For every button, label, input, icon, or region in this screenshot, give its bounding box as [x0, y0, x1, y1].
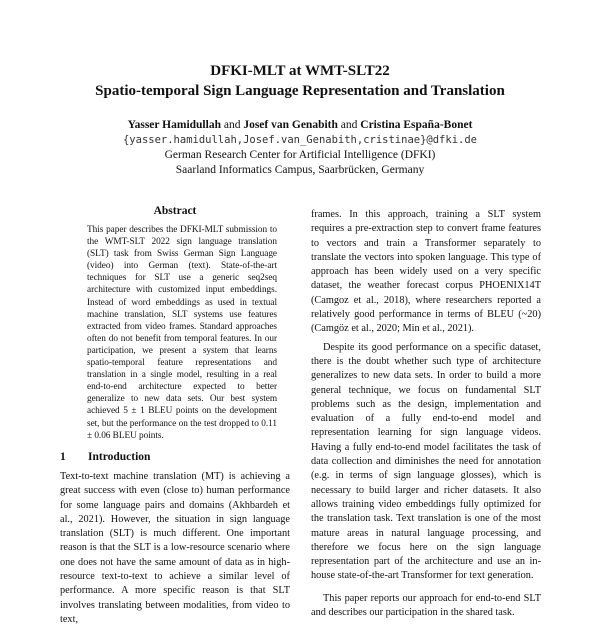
author-1: Yasser Hamidullah — [127, 119, 221, 131]
paragraph: This paper reports our approach for end-to-end SLT and describes our participation in the shared task. — [311, 592, 541, 619]
affiliation-2: Saarland Informatics Campus, Saarbrücken, Germany — [175, 164, 425, 176]
abstract-body: This paper describes the DFKI-MLT submission to the WMT-SLT 2022 sign language translation (SLT) task from Swiss German Sign Language (video) into German (text). State-of-the-art techniques for SLT use a generic seq2seq architecture with customized input embeddings. Instead of word embeddings as used in textual machine translation, SLT systems use features extracted from video frames. Standard approaches often do not benefit from temporal features. In our participation, we present a system that learns spatio-temporal feature representations and translation in a single model, resulting in a real end-to-end architecture expected to better generalize to new data sets. Our best system achieved 5 ± 1 BLEU points on the development set, but the performance on the test dropped to 0.11 ± 0.06 BLEU points. — [87, 225, 277, 441]
paper-title-line2: Spatio-temporal Sign Language Representation and Translation — [95, 83, 505, 99]
author-3: Cristina España-Bonet — [360, 119, 473, 131]
paragraph: frames. In this approach, training a SLT system requires a pre-extraction step to convert frame features to vectors and train a Transformer separately to translate the vectors into spoken language. This type of approach has been widely used on a very specific dataset, the weather forecast corpus PHOENIX14T (Camgoz et al., 2018), where researchers reported a relatively good performance in terms of BLEU (~20) (Camgöz et al., 2020; Min et al., 2021). — [311, 209, 541, 335]
author-2: Josef van Genabith — [243, 119, 338, 131]
paper-title-line1: DFKI-MLT at WMT-SLT22 — [210, 63, 390, 79]
section-title: Introduction — [88, 451, 151, 463]
section-number: 1 — [60, 451, 66, 463]
introduction-body: Text-to-text machine translation (MT) is achieving a great success with even (close to) human performance for some language pairs and domains (Akhbardeh et al., 2021). However, the situation in sign language translation (SLT) is much different. One important reason is that the SLT is a low-resource scenario where one does not have the same amount of data as in high-resource text-to-text to achieve a similar level of performance. A more specific reason is that SLT involves translating between modalities, from video to text, — [60, 471, 290, 625]
author-separator: and — [223, 119, 241, 131]
right-column — [311, 208, 541, 619]
author-emails: {yasser.hamidullah,Josef.van_Genabith,cristinae}@dfki.de — [122, 134, 477, 146]
section-heading-introduction — [60, 451, 290, 463]
affiliation-1: German Research Center for Artificial Intelligence (DFKI) — [164, 149, 436, 161]
paragraph: Despite its good performance on a specific dataset, there is the doubt whether such type of architecture generalizes to new data sets. In order to build a more general technique, we focus on fundamental SLT problems such as the design, implementation and evaluation of a fully end-to-end model and representation learning for sign language videos. Having a fully end-to-end model facilitates the task of data collection and diminishes the need for annotation (e.g. in terms of sign language glosses), which is necessary to build larger and richer datasets. It also allows training video embeddings fully optimized for the translation task. Text translation is one of the most mature areas in natural language processing, and therefore we focus here on the sign language representation part of the architecture and use an in-house state-of-the-art Transformer for text generation. — [311, 341, 541, 582]
author-list — [40, 118, 560, 132]
abstract-heading: Abstract — [153, 205, 197, 217]
author-separator: and — [340, 119, 358, 131]
